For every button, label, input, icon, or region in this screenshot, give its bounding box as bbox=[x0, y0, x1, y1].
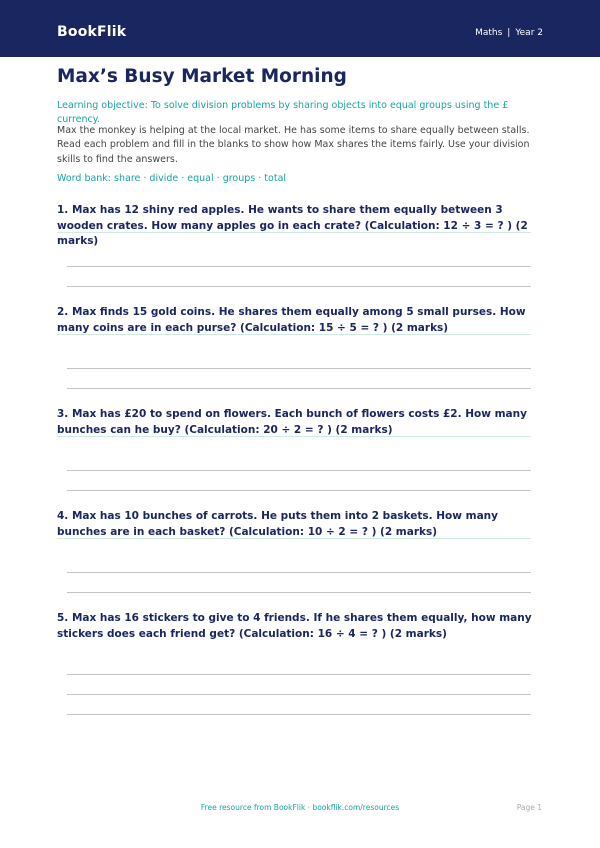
question-2-text: 2. Max finds 15 gold coins. He shares them equally among 5 small purses. How many coins are in each purse? (Calculation: 15 ÷ 5 = ? ) (2 marks) bbox=[57, 306, 526, 334]
footer-resource-link[interactable]: Free resource from BookFlik · bookflik.com/resources bbox=[200, 803, 400, 812]
year-label: Year 2 bbox=[515, 28, 543, 38]
question-3-answer-line-1[interactable] bbox=[67, 470, 531, 471]
question-1 bbox=[57, 203, 543, 250]
question-5-answer-line-1[interactable] bbox=[67, 674, 531, 675]
page-number: Page 1 bbox=[516, 803, 542, 812]
subject-label: Maths bbox=[475, 28, 503, 38]
question-2-answer-line-1[interactable] bbox=[67, 368, 531, 369]
question-5-text: 5. Max has 16 stickers to give to 4 friends. If he shares them equally, how many stickers does each friend get? (Calculation: 16 ÷ 4 = ? ) (2 marks) bbox=[57, 612, 532, 640]
word-bank: Word bank: share · divide · equal · groups · total bbox=[57, 173, 287, 184]
question-4-underline bbox=[57, 538, 531, 539]
question-1-answer-line-1[interactable] bbox=[67, 266, 531, 267]
question-1-underline bbox=[57, 232, 531, 233]
question-3-text: 3. Max has £20 to spend on flowers. Each bunch of flowers costs £2. How many bunches can he buy? (Calculation: 20 ÷ 2 = ? ) (2 marks) bbox=[57, 408, 527, 436]
question-3 bbox=[57, 407, 543, 438]
question-5 bbox=[57, 611, 543, 642]
question-2-answer-line-2[interactable] bbox=[67, 388, 531, 389]
question-4-text: 4. Max has 10 bunches of carrots. He puts them into 2 baskets. How many bunches are in each basket? (Calculation: 10 ÷ 2 = ? ) (2 marks) bbox=[57, 510, 498, 538]
question-1-text: 1. Max has 12 shiny red apples. He wants to share them equally between 3 wooden crates. How many apples go in each crate? (Calculation: 12 ÷ 3 = ? ) (2 marks) bbox=[57, 204, 528, 247]
question-2-underline bbox=[57, 334, 531, 335]
question-2 bbox=[57, 305, 543, 336]
subject-year-label bbox=[475, 27, 543, 39]
question-4-answer-line-1[interactable] bbox=[67, 572, 531, 573]
question-3-underline bbox=[57, 436, 531, 437]
brand-logo[interactable]: BookFlik bbox=[57, 24, 127, 40]
question-3-answer-line-2[interactable] bbox=[67, 490, 531, 491]
learning-objective: Learning objective: To solve division problems by sharing objects into equal groups using the £ currency. bbox=[57, 100, 509, 125]
page-header bbox=[0, 0, 600, 57]
question-1-answer-line-2[interactable] bbox=[67, 286, 531, 287]
header-separator: | bbox=[507, 28, 511, 38]
question-4 bbox=[57, 509, 543, 540]
question-5-answer-line-3[interactable] bbox=[67, 714, 531, 715]
question-5-answer-line-2[interactable] bbox=[67, 694, 531, 695]
question-4-answer-line-2[interactable] bbox=[67, 592, 531, 593]
intro-paragraph: Max the monkey is helping at the local market. He has some items to share equally between stalls. Read each problem and fill in the blanks to show how Max shares the items fairly. Use your division skills to find the answers. bbox=[57, 125, 530, 165]
worksheet-title: Max’s Busy Market Morning bbox=[57, 66, 347, 87]
